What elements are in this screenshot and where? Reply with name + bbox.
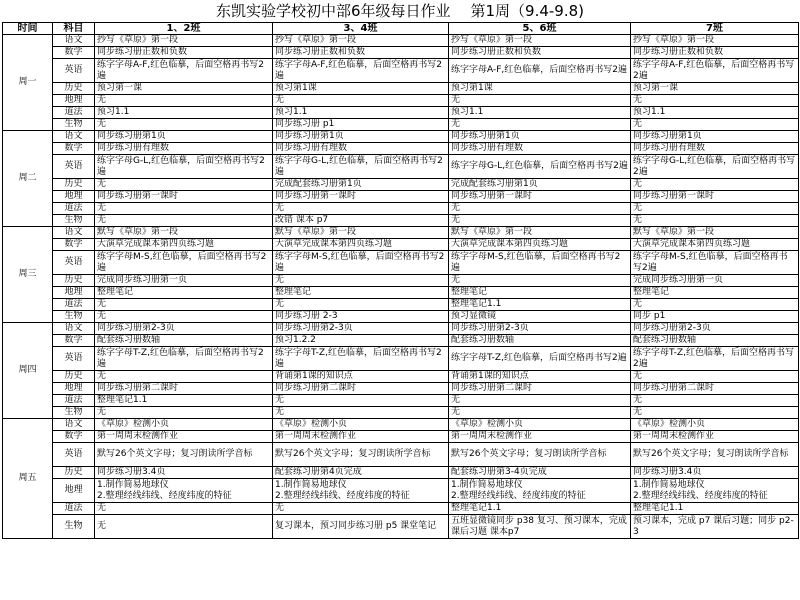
homework-cell: 配套练习册数轴 — [631, 335, 799, 347]
homework-cell: 同步练习册正数和负数 — [631, 47, 799, 59]
table-row — [3, 95, 799, 107]
subject-label: 生物 — [53, 119, 95, 131]
homework-cell: 无 — [95, 407, 273, 419]
homework-cell: 同步练习册正数和负数 — [449, 47, 631, 59]
homework-cell: 无 — [273, 299, 449, 311]
homework-cell: 练字字母T-Z,红色临摹，后面空格再书写2遍 — [273, 347, 449, 371]
homework-cell: 无 — [449, 275, 631, 287]
homework-cell: 大演草完成课本第四页练习题 — [449, 239, 631, 251]
homework-cell: 预习第1课 — [449, 83, 631, 95]
homework-cell: 第一周周末检测作业 — [631, 431, 799, 443]
homework-cell: 抄写《草原》第一段 — [95, 35, 273, 47]
homework-cell: 同步练习册第二课时 — [273, 383, 449, 395]
homework-cell: 改错 课本 p7 — [273, 215, 449, 227]
homework-cell: 1.制作简易地球仪 2.整理经线纬线、经度纬度的特征 — [449, 479, 631, 503]
homework-cell: 大演草完成课本第四页练习题 — [631, 239, 799, 251]
school-title: 东凯实验学校初中部6年级每日作业 — [215, 2, 451, 20]
homework-cell: 同步练习册有理数 — [273, 143, 449, 155]
subject-label: 地理 — [53, 383, 95, 395]
homework-cell: 无 — [95, 311, 273, 323]
homework-cell: 无 — [95, 371, 273, 383]
homework-cell: 大演草完成课本第四页练习题 — [273, 239, 449, 251]
table-row — [3, 215, 799, 227]
header-cell: 7班 — [631, 23, 799, 35]
table-row — [3, 323, 799, 335]
homework-cell: 同步练习册第2-3页 — [273, 323, 449, 335]
subject-label: 生物 — [53, 311, 95, 323]
homework-cell: 默写26个英文字母；复习朗读所学音标 — [95, 443, 273, 467]
table-row — [3, 35, 799, 47]
header-cell: 3、4班 — [273, 23, 449, 35]
homework-cell: 无 — [95, 503, 273, 515]
homework-cell: 练字字母A-F,红色临摹，后面空格再书写2遍 — [95, 59, 273, 83]
homework-cell: 第一周周末检测作业 — [273, 431, 449, 443]
homework-cell: 无 — [273, 203, 449, 215]
subject-label: 语文 — [53, 131, 95, 143]
table-row — [3, 143, 799, 155]
homework-cell: 预习1.1 — [273, 107, 449, 119]
homework-cell: 默写《草原》第一段 — [631, 227, 799, 239]
homework-cell: 默写26个英文字母；复习朗读所学音标 — [273, 443, 449, 467]
homework-cell: 抄写《草原》第一段 — [449, 35, 631, 47]
day-label: 周三 — [3, 227, 53, 323]
homework-cell: 完成同步练习册第一页 — [95, 275, 273, 287]
table-row — [3, 227, 799, 239]
homework-cell: 大演草完成课本第四页练习题 — [95, 239, 273, 251]
table-row — [3, 119, 799, 131]
homework-cell: 预习1.1 — [95, 107, 273, 119]
homework-cell: 同步练习册3.4页 — [631, 467, 799, 479]
table-row — [3, 383, 799, 395]
subject-label: 语文 — [53, 323, 95, 335]
subject-label: 数学 — [53, 143, 95, 155]
homework-cell: 预习第1课 — [273, 83, 449, 95]
table-row — [3, 191, 799, 203]
homework-cell: 整理笔记 — [449, 287, 631, 299]
subject-label: 道法 — [53, 299, 95, 311]
homework-cell: 无 — [631, 119, 799, 131]
homework-cell: 完成配套练习册第1页 — [449, 179, 631, 191]
homework-cell: 无 — [631, 179, 799, 191]
homework-cell: 整理笔记 — [273, 287, 449, 299]
homework-cell: 预习1.1 — [631, 107, 799, 119]
homework-cell: 第一周周末检测作业 — [95, 431, 273, 443]
subject-label: 英语 — [53, 59, 95, 83]
table-row — [3, 107, 799, 119]
table-row — [3, 131, 799, 143]
homework-cell: 练字字母G-L,红色临摹，后面空格再书写2遍 — [273, 155, 449, 179]
header-row — [3, 23, 799, 35]
subject-label: 生物 — [53, 215, 95, 227]
subject-label: 数学 — [53, 431, 95, 443]
homework-cell: 预习课本，完成 p7 课后习题；同步 p2-3 — [631, 515, 799, 539]
subject-label: 地理 — [53, 287, 95, 299]
subject-label: 数学 — [53, 47, 95, 59]
homework-cell: 无 — [449, 203, 631, 215]
subject-label: 英语 — [53, 443, 95, 467]
table-row — [3, 251, 799, 275]
homework-cell: 同步练习册第一课时 — [273, 191, 449, 203]
homework-cell: 整理笔记1.1 — [449, 503, 631, 515]
subject-label: 道法 — [53, 503, 95, 515]
table-row — [3, 299, 799, 311]
homework-cell: 预习1.1 — [449, 107, 631, 119]
homework-cell: 无 — [631, 95, 799, 107]
homework-cell: 无 — [95, 95, 273, 107]
day-label: 周一 — [3, 35, 53, 131]
subject-label: 地理 — [53, 95, 95, 107]
homework-cell: 无 — [273, 275, 449, 287]
subject-label: 生物 — [53, 407, 95, 419]
homework-cell: 同步练习册第二课时 — [631, 383, 799, 395]
homework-cell: 无 — [631, 299, 799, 311]
subject-label: 历史 — [53, 467, 95, 479]
homework-cell: 背诵第1课的知识点 — [273, 371, 449, 383]
subject-label: 道法 — [53, 203, 95, 215]
homework-cell: 复习课本，预习同步练习册 p5 课堂笔记 — [273, 515, 449, 539]
table-row — [3, 47, 799, 59]
homework-cell: 同步练习册第2-3页 — [449, 323, 631, 335]
homework-cell: 同步练习册第一课时 — [631, 191, 799, 203]
table-row — [3, 431, 799, 443]
homework-cell: 练字字母T-Z,红色临摹，后面空格再书写2遍 — [631, 347, 799, 371]
day-label: 周四 — [3, 323, 53, 419]
homework-cell: 无 — [449, 215, 631, 227]
homework-cell: 练字字母G-L,红色临摹，后面空格再书写2遍 — [95, 155, 273, 179]
day-label: 周五 — [3, 419, 53, 539]
subject-label: 数学 — [53, 335, 95, 347]
homework-cell: 预习1.2.2 — [273, 335, 449, 347]
table-row — [3, 59, 799, 83]
subject-label: 英语 — [53, 251, 95, 275]
table-row — [3, 347, 799, 371]
homework-cell: 同步练习册第1页 — [95, 131, 273, 143]
homework-cell: 完成配套练习册第1页 — [273, 179, 449, 191]
homework-cell: 练字字母M-S,红色临摹，后面空格再书写2遍 — [273, 251, 449, 275]
table-row — [3, 407, 799, 419]
header-cell: 1、2班 — [95, 23, 273, 35]
table-row — [3, 371, 799, 383]
homework-cell: 无 — [449, 119, 631, 131]
subject-label: 历史 — [53, 83, 95, 95]
homework-cell: 配套练习册数轴 — [95, 335, 273, 347]
homework-cell: 背诵第1课的知识点 — [449, 371, 631, 383]
homework-cell: 配套练习册第4页完成 — [273, 467, 449, 479]
table-row — [3, 419, 799, 431]
header-cell: 科目 — [53, 23, 95, 35]
table-row — [3, 503, 799, 515]
homework-cell: 无 — [95, 119, 273, 131]
homework-cell: 同步练习册 p1 — [273, 119, 449, 131]
homework-table — [2, 22, 799, 539]
homework-cell: 同步练习册第1页 — [449, 131, 631, 143]
homework-cell: 抄写《草原》第一段 — [631, 35, 799, 47]
subject-label: 历史 — [53, 371, 95, 383]
table-row — [3, 335, 799, 347]
homework-cell: 同步练习册有理数 — [449, 143, 631, 155]
homework-cell: 同步练习册 2-3 — [273, 311, 449, 323]
subject-label: 数学 — [53, 239, 95, 251]
homework-cell: 同步练习册有理数 — [95, 143, 273, 155]
homework-cell: 同步练习册第一课时 — [449, 191, 631, 203]
homework-cell: 整理笔记1.1 — [95, 395, 273, 407]
homework-cell: 1.制作简易地球仪 2.整理经线纬线、经度纬度的特征 — [273, 479, 449, 503]
homework-cell: 无 — [631, 395, 799, 407]
subject-label: 道法 — [53, 395, 95, 407]
homework-cell: 同步练习册第1页 — [273, 131, 449, 143]
homework-cell: 同步练习册正数和负数 — [273, 47, 449, 59]
subject-label: 地理 — [53, 191, 95, 203]
table-row — [3, 155, 799, 179]
homework-cell: 抄写《草原》第一段 — [273, 35, 449, 47]
homework-cell: 默写《草原》第一段 — [273, 227, 449, 239]
homework-cell: 整理笔记1.1 — [449, 299, 631, 311]
subject-label: 英语 — [53, 155, 95, 179]
homework-cell: 默写《草原》第一段 — [95, 227, 273, 239]
homework-cell: 同步练习册3.4页 — [95, 467, 273, 479]
homework-cell: 练字字母T-Z,红色临摹，后面空格再书写2遍 — [95, 347, 273, 371]
homework-cell: 《草原》检测小页 — [631, 419, 799, 431]
homework-cell: 练字字母T-Z,红色临摹，后面空格再书写2遍 — [449, 347, 631, 371]
homework-cell: 无 — [631, 203, 799, 215]
subject-label: 语文 — [53, 227, 95, 239]
subject-label: 语文 — [53, 419, 95, 431]
homework-cell: 同步练习册正数和负数 — [95, 47, 273, 59]
day-label: 周二 — [3, 131, 53, 227]
homework-cell: 《草原》检测小页 — [95, 419, 273, 431]
homework-cell: 整理笔记 — [95, 287, 273, 299]
homework-cell: 默写《草原》第一段 — [449, 227, 631, 239]
homework-cell: 无 — [95, 515, 273, 539]
homework-cell: 《草原》检测小页 — [273, 419, 449, 431]
homework-cell: 练字字母M-S,红色临摹，后面空格再书写2遍 — [95, 251, 273, 275]
homework-cell: 同步练习册第2-3页 — [95, 323, 273, 335]
table-row — [3, 479, 799, 503]
table-row — [3, 467, 799, 479]
homework-cell: 无 — [273, 503, 449, 515]
homework-cell: 无 — [449, 395, 631, 407]
homework-cell: 同步练习册有理数 — [631, 143, 799, 155]
homework-cell: 预习第一课 — [95, 83, 273, 95]
homework-cell: 练字字母M-S,红色临摹，后面空格再书写2遍 — [631, 251, 799, 275]
table-row — [3, 515, 799, 539]
subject-label: 语文 — [53, 35, 95, 47]
homework-cell: 同步练习册第二课时 — [95, 383, 273, 395]
homework-cell: 预习显微镜 — [449, 311, 631, 323]
homework-cell: 《草原》检测小页 — [449, 419, 631, 431]
homework-cell: 练字字母A-F,红色临摹，后面空格再书写2遍 — [631, 59, 799, 83]
homework-cell: 练字字母A-F,红色临摹，后面空格再书写2遍 — [449, 59, 631, 83]
table-row — [3, 443, 799, 467]
homework-cell: 第一周周末检测作业 — [449, 431, 631, 443]
homework-cell: 五班显微镜同步 p38 复习、预习课本，完成课后习题 课本p7 — [449, 515, 631, 539]
homework-cell: 无 — [95, 179, 273, 191]
homework-cell: 1.制作简易地球仪 2.整理经线纬线、经度纬度的特征 — [95, 479, 273, 503]
homework-cell: 练字字母A-F,红色临摹，后面空格再书写2遍 — [273, 59, 449, 83]
homework-cell: 完成同步练习册第一页 — [631, 275, 799, 287]
homework-cell: 无 — [95, 299, 273, 311]
header-cell: 时间 — [3, 23, 53, 35]
subject-label: 历史 — [53, 179, 95, 191]
homework-cell: 无 — [449, 407, 631, 419]
table-row — [3, 239, 799, 251]
week-label: 第1周（9.4-9.8) — [470, 2, 585, 20]
table-body — [3, 35, 799, 539]
homework-cell: 无 — [631, 407, 799, 419]
homework-cell: 无 — [273, 395, 449, 407]
homework-cell: 无 — [95, 203, 273, 215]
table-row — [3, 395, 799, 407]
homework-cell: 整理笔记 — [631, 287, 799, 299]
homework-cell: 同步练习册第1页 — [631, 131, 799, 143]
homework-cell: 整理笔记1.1 — [631, 503, 799, 515]
homework-cell: 练字字母M-S,红色临摹，后面空格再书写2遍 — [449, 251, 631, 275]
homework-cell: 无 — [631, 215, 799, 227]
subject-label: 英语 — [53, 347, 95, 371]
header-cell: 5、6班 — [449, 23, 631, 35]
homework-cell: 练字字母G-L,红色临摹，后面空格再书写2遍 — [449, 155, 631, 179]
homework-cell: 无 — [631, 371, 799, 383]
table-row — [3, 311, 799, 323]
homework-cell: 无 — [273, 407, 449, 419]
homework-cell: 练字字母G-L,红色临摹，后面空格再书写2遍 — [631, 155, 799, 179]
table-row — [3, 275, 799, 287]
page-title — [0, 0, 800, 22]
subject-label: 地理 — [53, 479, 95, 503]
homework-cell: 配套练习册数轴 — [449, 335, 631, 347]
homework-cell: 无 — [95, 215, 273, 227]
table-row — [3, 179, 799, 191]
homework-cell: 默写26个英文字母；复习朗读所学音标 — [631, 443, 799, 467]
subject-label: 历史 — [53, 275, 95, 287]
homework-cell: 无 — [449, 95, 631, 107]
homework-cell: 同步练习册第一课时 — [95, 191, 273, 203]
homework-cell: 预习第一课 — [631, 83, 799, 95]
homework-cell: 1.制作简易地球仪 2.整理经线纬线、经度纬度的特征 — [631, 479, 799, 503]
table-row — [3, 83, 799, 95]
homework-cell: 同步 p1 — [631, 311, 799, 323]
table-row — [3, 203, 799, 215]
subject-label: 生物 — [53, 515, 95, 539]
homework-cell: 配套练习册第3-4页完成 — [449, 467, 631, 479]
homework-cell: 同步练习册第二课时 — [449, 383, 631, 395]
homework-cell: 默写26个英文字母；复习朗读所学音标 — [449, 443, 631, 467]
subject-label: 道法 — [53, 107, 95, 119]
homework-cell: 同步练习册第2-3页 — [631, 323, 799, 335]
table-row — [3, 287, 799, 299]
homework-cell: 无 — [273, 95, 449, 107]
